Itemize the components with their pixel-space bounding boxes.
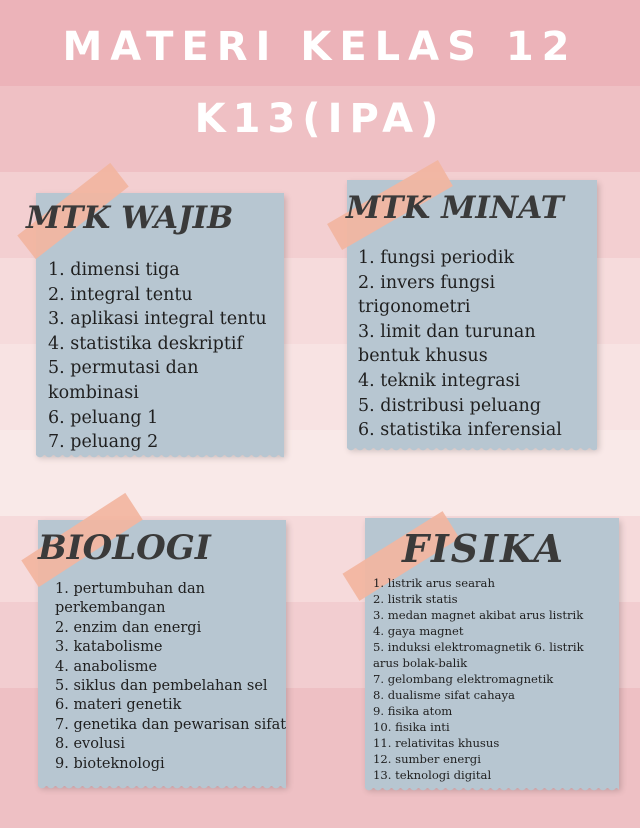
list-item: 4. statistika deskriptif	[48, 333, 243, 354]
list-item: 8. dualisme sifat cahaya	[373, 688, 515, 702]
list-item: bentuk khusus	[358, 346, 488, 367]
topic-list-fisika	[373, 575, 584, 783]
list-item: 8. evolusi	[55, 736, 126, 753]
list-item: trigonometri	[358, 297, 471, 318]
list-item: 4. gaya magnet	[373, 624, 464, 638]
list-item: 1. listrik arus searah	[373, 576, 495, 590]
card-heading-fisika: FISIKA	[402, 526, 565, 571]
list-item: kombinasi	[48, 382, 139, 403]
card-heading-mtk-wajib: MTK WAJIB	[26, 200, 234, 236]
page-subtitle: K13(IPA)	[194, 96, 446, 142]
list-item: 2. listrik statis	[373, 592, 458, 606]
list-item: 6. materi genetik	[55, 697, 182, 714]
list-item: 9. fisika atom	[373, 704, 453, 718]
list-item: 5. distribusi peluang	[358, 395, 541, 416]
list-item: 2. invers fungsi	[358, 272, 496, 293]
list-item: 1. dimensi tiga	[48, 260, 180, 280]
list-item: 4. teknik integrasi	[358, 370, 521, 391]
topic-list-mtk-minat	[358, 246, 562, 443]
list-item: arus bolak-balik	[373, 656, 468, 670]
list-item: 7. genetika dan pewarisan sifat	[55, 716, 287, 733]
card-heading-mtk-minat: MTK MINAT	[346, 190, 564, 226]
list-item: 11. relativitas khusus	[373, 736, 500, 750]
list-item: 3. aplikasi integral tentu	[48, 309, 267, 330]
card-heading-biologi: BIOLOGI	[38, 528, 211, 568]
list-item: 7. peluang 2	[48, 432, 159, 453]
list-item: 10. fisika inti	[373, 720, 450, 734]
list-item: 1. pertumbuhan dan	[55, 581, 205, 597]
list-item: 12. sumber energi	[373, 752, 481, 766]
list-item: perkembangan	[55, 600, 166, 617]
list-item: 4. anabolisme	[55, 658, 158, 675]
list-item: 6. peluang 1	[48, 407, 159, 428]
topic-list-biologi	[55, 580, 286, 774]
list-item: 5. permutasi dan	[48, 358, 199, 379]
page-title: MATERI KELAS 12	[62, 24, 578, 70]
list-item: 9. bioteknologi	[55, 755, 165, 772]
list-item: 3. limit dan turunan	[358, 321, 536, 342]
list-item: 2. integral tentu	[48, 284, 193, 305]
list-item: 6. statistika inferensial	[358, 420, 562, 441]
list-item: 7. gelombang elektromagnetik	[373, 672, 554, 686]
list-item: 3. medan magnet akibat arus listrik	[373, 608, 584, 622]
list-item: 13. teknologi digital	[373, 768, 492, 782]
list-item: 5. siklus dan pembelahan sel	[55, 678, 268, 695]
list-item: 5. induksi elektromagnetik 6. listrik	[373, 640, 584, 654]
list-item: 2. enzim dan energi	[55, 619, 202, 636]
topic-list-mtk-wajib	[48, 258, 267, 455]
list-item: 3. katabolisme	[55, 639, 163, 656]
list-item: 1. fungsi periodik	[358, 248, 515, 268]
